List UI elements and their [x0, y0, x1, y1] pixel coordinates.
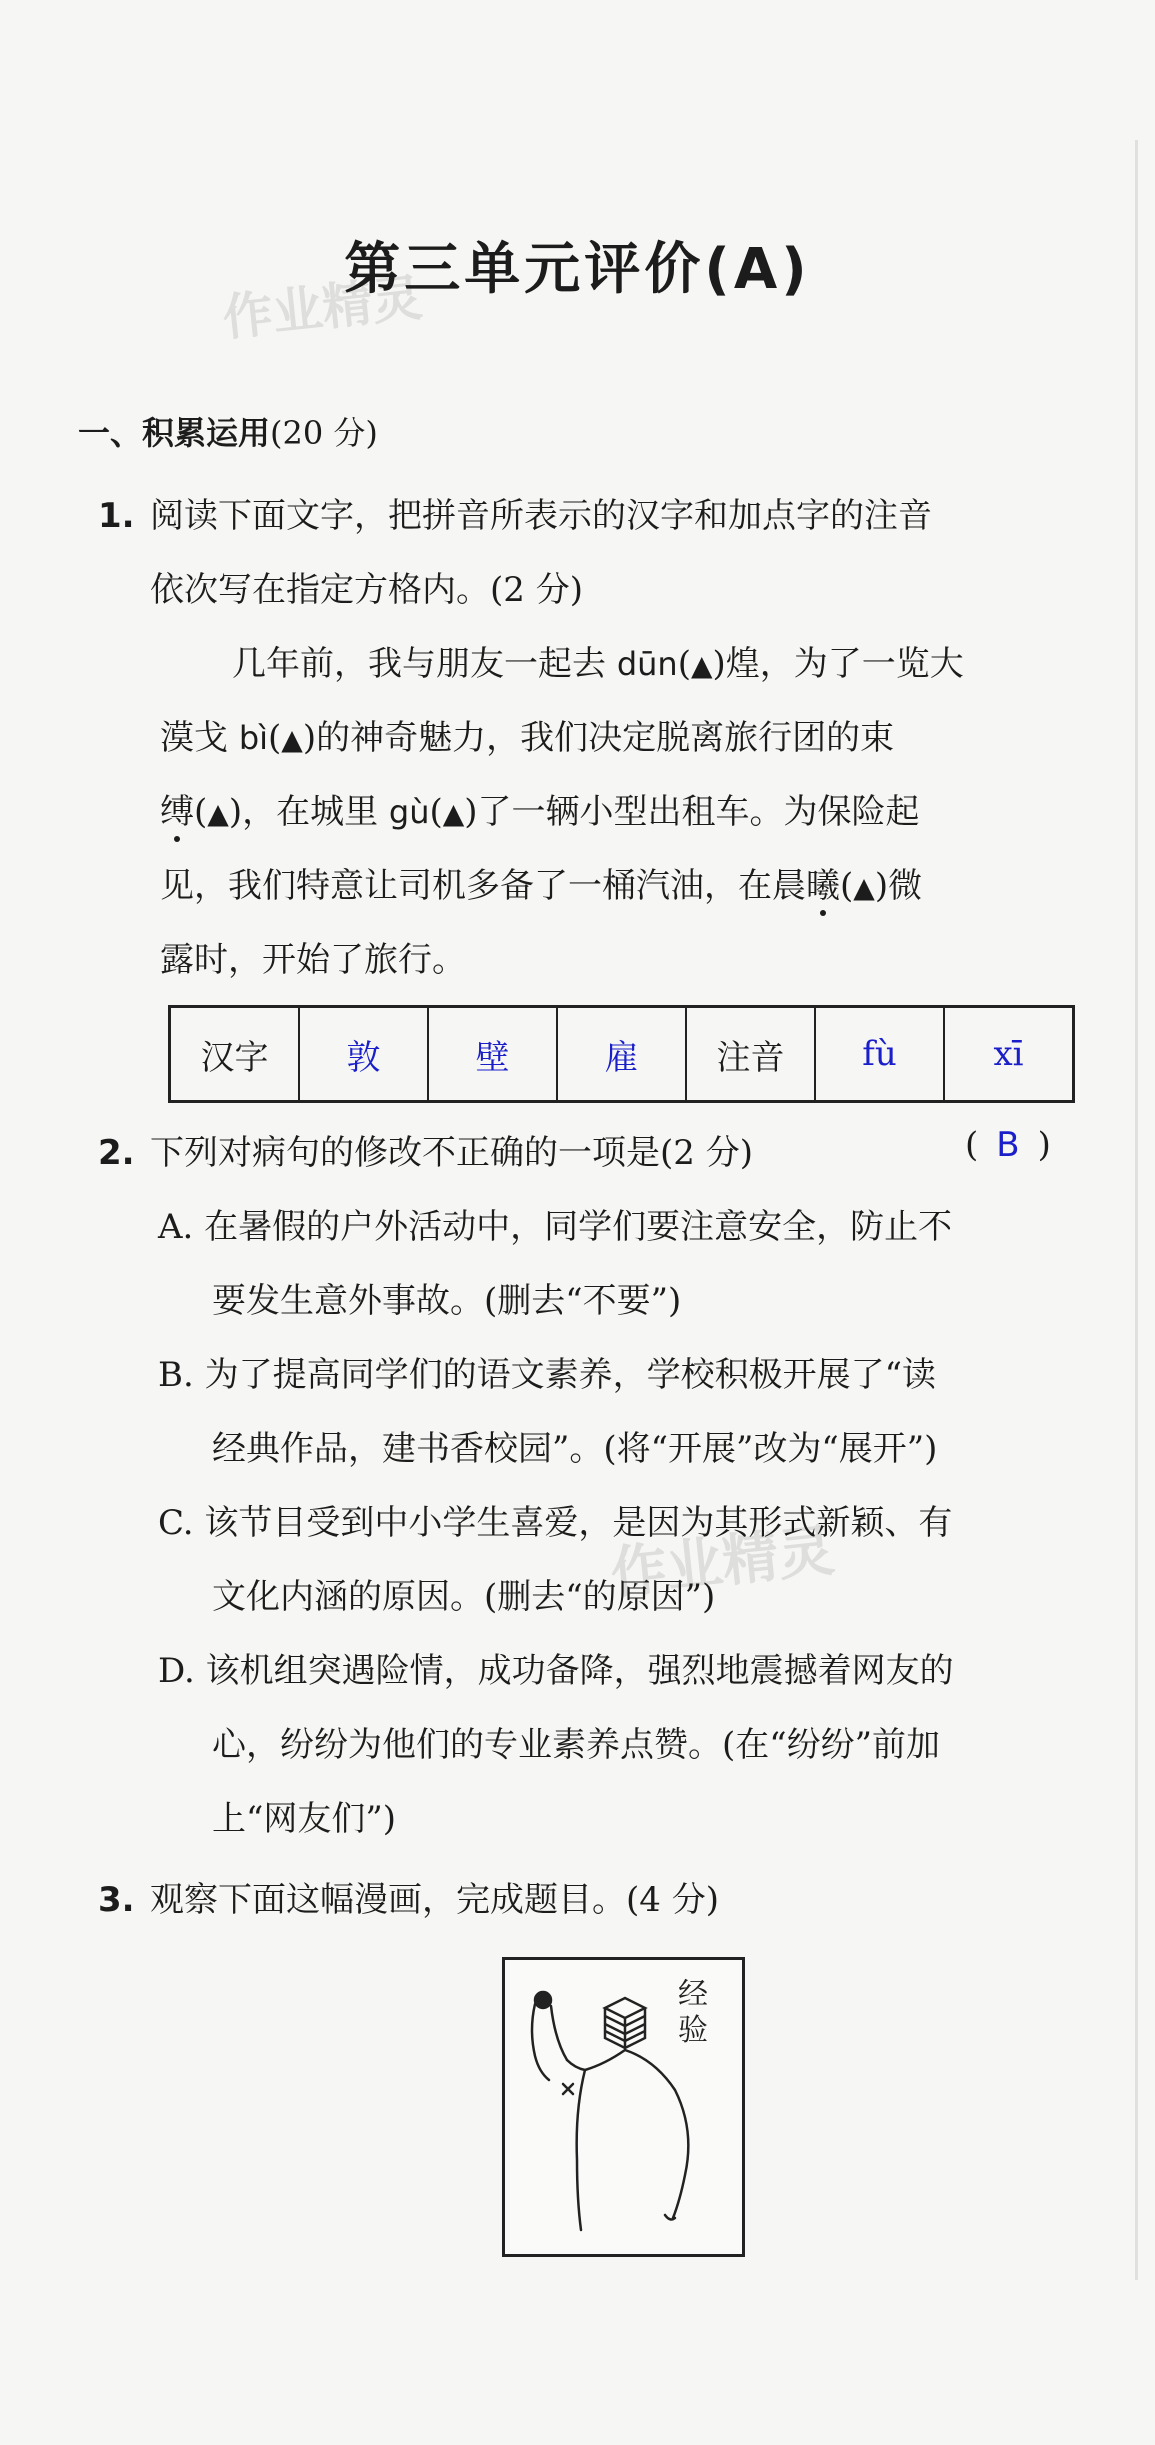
table-cell-answer: 敦: [299, 1007, 428, 1102]
section-heading: [78, 408, 378, 454]
page-title: 第三单元评价(A): [344, 237, 811, 302]
q3-prompt-text: 观察下面这幅漫画，完成题目。(4 分): [150, 1880, 719, 1920]
blank-triangle: ▲: [690, 649, 713, 682]
table-cell-answer: xī: [944, 1007, 1074, 1102]
q1-passage-line2: 漠戈 bì(▲)的神奇魅力，我们决定脱离旅行团的束: [160, 718, 895, 758]
q2-answer: ( B ): [965, 1125, 1051, 1165]
q3-number: 3.: [98, 1880, 135, 1920]
q1-number: 1.: [98, 496, 135, 536]
book-stack-head-icon: [605, 1998, 645, 2048]
section-heading-text: 一、积累运用: [78, 414, 271, 452]
dotted-char-fu: 缚: [160, 792, 194, 832]
q1-passage-line1: 几年前，我与朋友一起去 dūn(▲)煌，为了一览大: [232, 644, 964, 684]
section-points: (20 分): [270, 414, 378, 452]
q2-prompt: [98, 1125, 753, 1174]
q2-option-a-line1: A. 在暑假的户外活动中，同学们要注意安全，防止不: [158, 1207, 953, 1247]
q2-option-a-line2: 要发生意外事故。(删去“不要”): [212, 1281, 682, 1321]
q1-prompt-line2: 依次写在指定方格内。(2 分): [150, 570, 583, 610]
q1-prompt-line1: [98, 488, 932, 537]
q2-answer-letter: B: [996, 1125, 1020, 1165]
blank-triangle: ▲: [853, 871, 875, 904]
q1-passage-line5: 露时，开始了旅行。: [160, 940, 466, 980]
table-cell-answer: 雇: [557, 1007, 686, 1102]
q2-option-d-line2: 心，纷纷为他们的专业素养点赞。(在“纷纷”前加: [212, 1725, 941, 1765]
cartoon-caption-char-2: 验: [678, 2013, 708, 2048]
table-cell-answer: 壁: [428, 1007, 557, 1102]
q1-prompt-text1: 阅读下面文字，把拼音所表示的汉字和加点字的注音: [150, 496, 932, 536]
blank-triangle: ▲: [442, 797, 465, 830]
table-cell-label-hanzi: 汉字: [170, 1007, 300, 1102]
table-row: [170, 1007, 1074, 1102]
pinyin-gu: gù: [388, 793, 430, 831]
pinyin-bi: bì: [238, 719, 269, 757]
q2-prompt-text: 下列对病句的修改不正确的一项是(2 分): [150, 1133, 753, 1173]
q2-option-b-line1: B. 为了提高同学们的语文素养，学校积极开展了“读: [158, 1355, 936, 1395]
q3-prompt: [98, 1872, 719, 1921]
pinyin-dun: dūn: [616, 645, 678, 683]
page-edge-line: [1135, 140, 1138, 2280]
q1-passage-line4: 见，我们特意让司机多备了一桶汽油，在晨曦(▲)微: [160, 866, 923, 906]
dotted-char-xi: 曦: [806, 866, 840, 906]
q2-option-c-line2: 文化内涵的原因。(删去“的原因”): [212, 1577, 716, 1617]
table-cell-answer: fù: [815, 1007, 944, 1102]
q2-option-c-line1: C. 该节目受到中小学生喜爱，是因为其形式新颖、有: [158, 1503, 953, 1543]
blank-triangle: ▲: [281, 723, 303, 756]
blank-triangle: ▲: [207, 797, 229, 830]
q1-answer-table: [168, 1005, 1075, 1103]
q1-passage-line3: 缚(▲)，在城里 gù(▲)了一辆小型出租车。为保险起: [160, 792, 920, 832]
table-cell-label-zhuyin: 注音: [686, 1007, 815, 1102]
q2-number: 2.: [98, 1133, 135, 1173]
watermark-middle: 作业精灵: [607, 1518, 838, 1607]
q2-option-d-line3: 上“网友们”): [212, 1799, 397, 1839]
q2-option-b-line2: 经典作品，建书香校园”。(将“开展”改为“展开”): [212, 1429, 938, 1469]
cartoon-drawing: [505, 1960, 742, 2254]
watermark-top: 作业精灵: [219, 268, 425, 348]
cartoon-caption-char-1: 经: [678, 1977, 708, 2012]
cartoon-experience: [502, 1957, 745, 2257]
q2-option-d-line1: D. 该机组突遇险情，成功备降，强烈地震撼着网友的: [158, 1651, 954, 1691]
